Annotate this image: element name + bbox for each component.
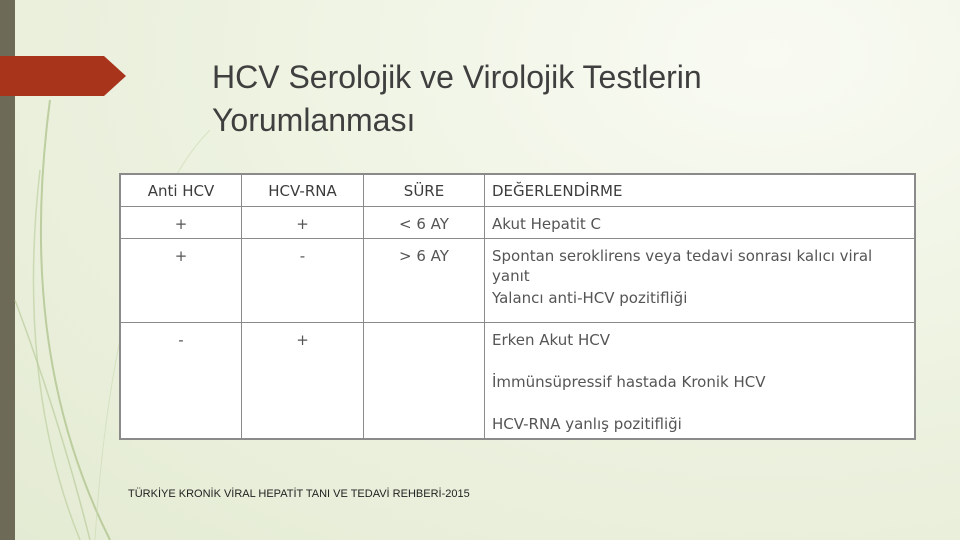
cell-anti-hcv: + — [121, 239, 242, 323]
header-hcv-rna: HCV-RNA — [242, 175, 364, 207]
cell-sure — [364, 323, 485, 439]
cell-hcv-rna: + — [242, 323, 364, 439]
slide-title: HCV Serolojik ve Virolojik Testlerin Yorumlanması — [212, 59, 702, 138]
cell-hcv-rna: + — [242, 207, 364, 239]
cell-anti-hcv: - — [121, 323, 242, 439]
cell-degerlendirme: Erken Akut HCV İmmünsüpressif hastada Kronik HCV HCV-RNA yanlış pozitifliği — [485, 323, 915, 439]
hcv-results-table — [119, 173, 916, 440]
table-header-row — [121, 175, 915, 207]
header-sure: SÜRE — [364, 175, 485, 207]
table-row — [121, 323, 915, 439]
table-row — [121, 239, 915, 323]
cell-sure: < 6 AY — [364, 207, 485, 239]
cell-hcv-rna: - — [242, 239, 364, 323]
cell-sure: > 6 AY — [364, 239, 485, 323]
cell-degerlendirme: Akut Hepatit C — [485, 207, 915, 239]
header-degerlendirme: DEĞERLENDİRME — [485, 175, 915, 207]
cell-degerlendirme: Spontan seroklirens veya tedavi sonrası kalıcı viral yanıt Yalancı anti-HCV pozitifliği — [485, 239, 915, 323]
header-anti-hcv: Anti HCV — [121, 175, 242, 207]
accent-arrow-shape — [0, 56, 126, 96]
cell-anti-hcv: + — [121, 207, 242, 239]
source-footnote: TÜRKİYE KRONİK VİRAL HEPATİT TANI VE TEDAVİ REHBERİ-2015 — [128, 488, 470, 500]
table-row — [121, 207, 915, 239]
